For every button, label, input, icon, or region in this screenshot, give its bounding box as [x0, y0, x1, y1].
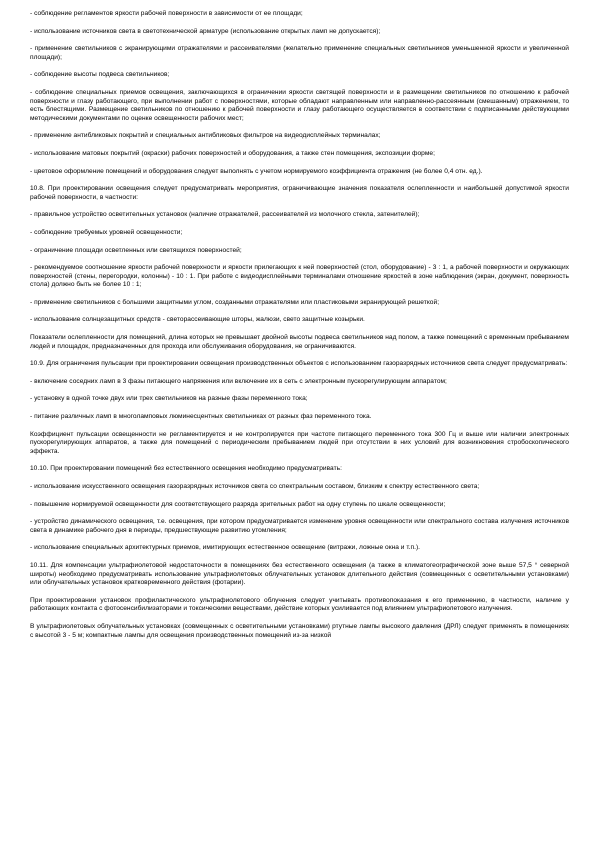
- paragraph: - правильное устройство осветительных установок (наличие отражателей, рассеивателей из молочного стекла, затенителей);: [30, 211, 420, 219]
- paragraph: - соблюдение требуемых уровней освещенности;: [30, 228, 183, 236]
- paragraph: - использование матовых покрытий (окраски) рабочих поверхностей и оборудования, а также стен помещения, экспозиции форме;: [30, 149, 435, 157]
- paragraph: - соблюдение специальных приемов освещения, заключающихся в ограничении яркости светящей поверхности и в размещении светильников по отношению к рабочей поверхности и глазу работающего, при выполнении работ с поверхностями, которые обладают направленным или направленно-рассеянным (смешанным) отражением, то есть блестящими. Размещение светильников по отношению к рабочей поверхности и глазу работающего осуществляется в соответствии с подписанными действующими методическими документами по оценке освещенности рабочих мест;: [30, 88, 569, 122]
- paragraph: - использование специальных архитектурных приемов, имитирующих естественное освещение (витражи, ложные окна и т.п.).: [30, 544, 421, 552]
- paragraph: - использование искусственного освещения газоразрядных источников света со спектральным составом, близким к спектру естественного света;: [30, 483, 480, 490]
- paragraph: - использование солнцезащитных средств - светорассеивающие шторы, жалюзи, свето защитные козырьки.: [30, 316, 365, 324]
- paragraph: 10.8. При проектировании освещения следует предусматривать мероприятия, ограничивающие значения показателя ослепленности и наибольшей допустимой яркости рабочей поверхности, в частности:: [30, 185, 569, 201]
- paragraph: Показатели ослепленности для помещений, длина которых не превышает двойной высоты подвеса светильников над полом, а также помещений с временным пребыванием людей и площадок, предназначенных для прохода или обслуживания оборудования, не ограничиваются.: [30, 334, 569, 350]
- paragraph: - устройство динамического освещения, т.е. освещения, при котором предусматривается изменение уровня освещенности или спектрального состава излучения источников света в динамике рабочего дня в периоды, предшествующие развитию утомления;: [30, 518, 569, 534]
- paragraph: - соблюдение регламентов яркости рабочей поверхности в зависимости от ее площади;: [30, 10, 303, 17]
- paragraph: - ограничение площади осветленных или светящихся поверхностей;: [30, 246, 242, 254]
- paragraph: - питание различных ламп в многоламповых люминесцентных светильниках от разных фаз переменного тока.: [30, 413, 372, 421]
- paragraph: - повышение нормируемой освещенности для соответствующего разряда зрительных работ на одну ступень по шкале освещенности;: [30, 500, 446, 508]
- paragraph: - использование источников света в светотехнической арматуре (использование открытых ламп не допускается);: [30, 27, 381, 35]
- paragraph: - применение светильников с экранирующими отражателями и рассеивателями (желательно применение специальных светильников уменьшенной яркости и увеличенной площади);: [30, 45, 569, 61]
- paragraph: При проектировании установок профилактического ультрафиолетового облучения следует учитывать противопоказания к его применению, в частности, наличие у работающих контакта с фотосенсибилизаторами и токсическими веществами, действие которых усиливается под влиянием ультрафиолетового излучения.: [30, 596, 569, 613]
- paragraph: 10.11. Для компенсации ультрафиолетовой недостаточности в помещениях без естественного освещения (а также в климатогеографической зоне выше 57,5 ° северной широты) необходимо предусматривать использование ультрафиолетовых облучательных установок длительного действия (совмещенных с осветительными установками) или облучательных установок кратковременного действия (фотарии).: [30, 561, 569, 587]
- paragraph: В ультрафиолетовых облучательных установках (совмещенных с осветительными установками) ртутные лампы высокого давления (ДРЛ) следует применять в помещениях с высотой 3 - 5 м; компактные лампы для освещения производственных помещений из-за низкой: [30, 622, 569, 639]
- paragraph: - цветовое оформление помещений и оборудования следует выполнять с учетом нормируемого коэффициента отражения (не более 0,4 отн. ед.).: [30, 167, 483, 175]
- paragraph: - включение соседних ламп в 3 фазы питающего напряжения или включение их в сеть с электронным пускорегулирующим аппаратом;: [30, 377, 447, 385]
- paragraph: - рекомендуемое соотношение яркости рабочей поверхности и яркости прилегающих к ней поверхностей (стол, оборудование) - 3 : 1, а рабочей поверхности и окружающих поверхностей (стены, перегородки, колонны) - 10 : 1. При работе с видеодисплейными терминалами отношение яркостей в зоне наблюдения (экран, документ, поверхность стола) должно быть не более 10 : 1;: [30, 264, 569, 289]
- paragraph: - применение антибликовых покрытий и специальных антибликовых фильтров на видеодисплейных терминалах;: [30, 132, 381, 140]
- paragraph: Коэффициент пульсации освещенности не регламентируется и не контролируется при частоте питающего переменного тока 300 Гц и выше или наличии электронных пускорегулирующих аппаратов, а также для помещений с периодическим пребыванием людей при отсутствии в них условий для возникновения стробоскопического эффекта.: [30, 430, 569, 455]
- paragraph: 10.10. При проектировании помещений без естественного освещения необходимо предусматривать:: [30, 465, 342, 473]
- paragraph: - применение светильников с большими защитными углом, созданными отражателями или пластиковыми экранирующей решеткой;: [30, 298, 440, 306]
- paragraph: - установку в одной точке двух или трех светильников на разные фазы переменного тока;: [30, 395, 308, 403]
- paragraph: - соблюдение высоты подвеса светильников;: [30, 71, 170, 79]
- paragraph: 10.9. Для ограничения пульсации при проектировании освещения производственных объектов с использованием газоразрядных источников света следует предусматривать:: [30, 360, 568, 368]
